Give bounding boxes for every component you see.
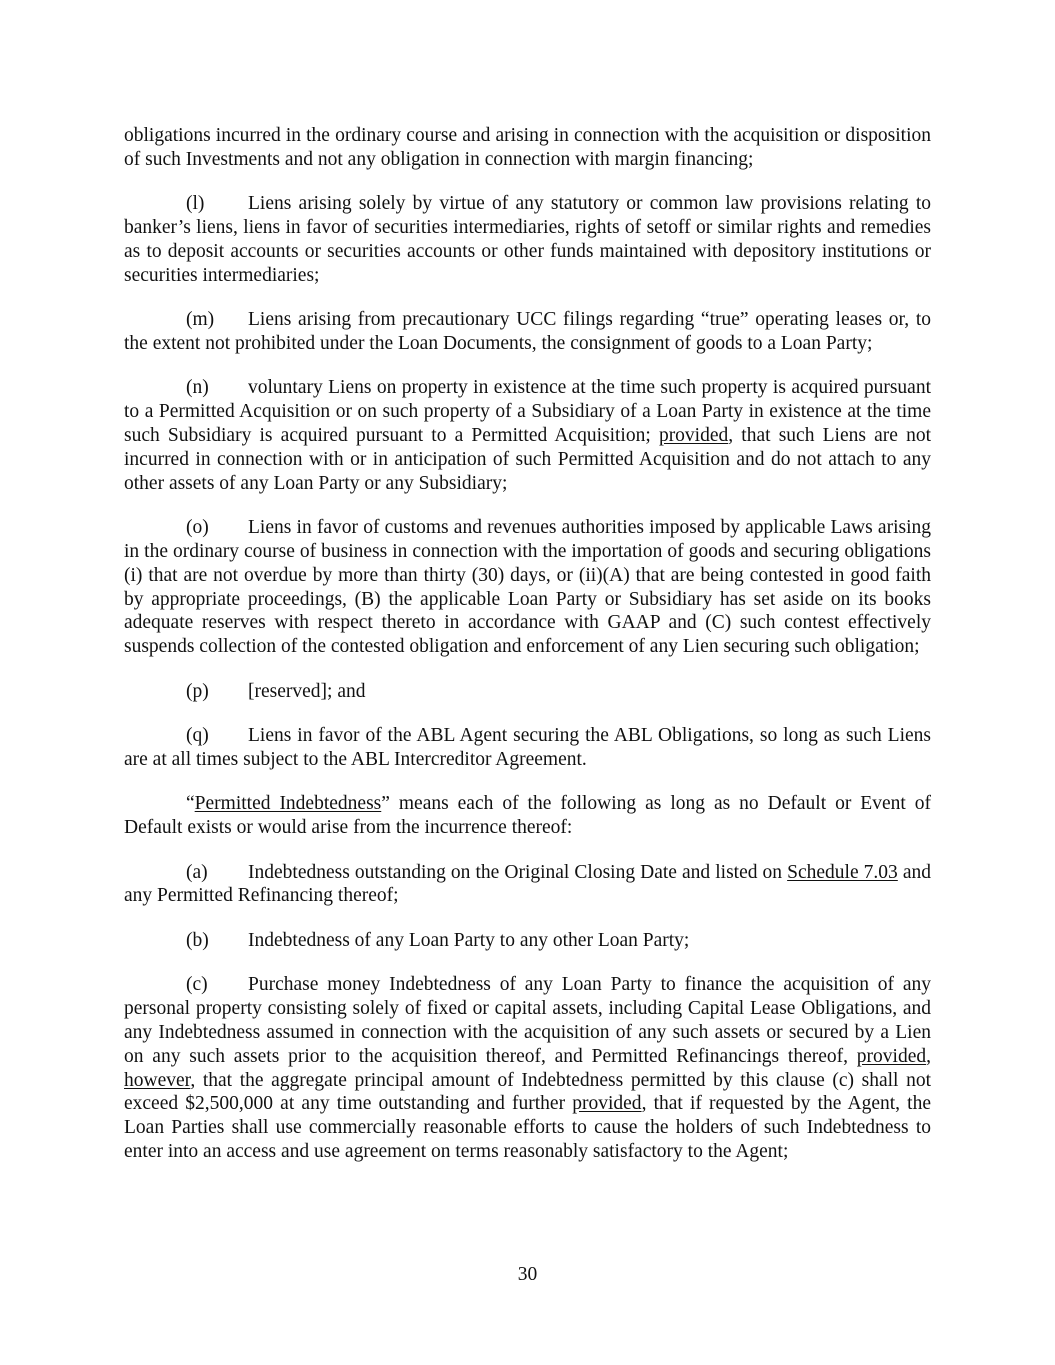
however-term: however	[124, 1069, 191, 1091]
clause-q	[124, 724, 931, 772]
schedule-reference: Schedule 7.03	[787, 861, 898, 883]
document-page	[124, 124, 931, 1184]
clause-text: , that such Liens are not incurred in connection with or in anticipation of such Permitted Acquisition and do not attach to any other assets of any Loan Party or any Subsidiary;	[124, 425, 932, 494]
clause-c	[124, 973, 931, 1163]
clause-n	[124, 376, 931, 495]
clause-text: Liens arising from precautionary UCC filings regarding “true” operating leases or, to the extent not prohibited under the Loan Documents, the consignment of goods to a Loan Party;	[124, 309, 931, 354]
clause-text: Liens in favor of the ABL Agent securing the ABL Obligations, so long as such Liens are at all times subject to the ABL Intercreditor Agreement.	[124, 725, 931, 770]
clause-text: Liens in favor of customs and revenues authorities imposed by applicable Laws arising in the ordinary course of business in connection with the importation of goods and securing obligations (i) that are not overdue by more than thirty (30) days, or (ii)(A) that are being contested in good faith by appropriate proceedings, (B) the applicable Loan Party or Subsidiary has set aside on its books adequate reserves with respect thereto in accordance with GAAP and (C) such contest effectively suspends collection of the contested obligation and enforcement of any Lien securing such obligation;	[124, 517, 931, 658]
clause-o	[124, 516, 931, 659]
definition-text: ” means each of the following as long as no Default or Event of Default exists or would arise from the incurrence thereof:	[124, 793, 931, 839]
clause-label: (m)	[186, 309, 215, 331]
clause-label: (o)	[186, 517, 209, 539]
paragraph-text: obligations incurred in the ordinary course and arising in connection with the acquisition or disposition of such Investments and not any obligation in connection with margin financing;	[124, 125, 931, 170]
defined-term: Permitted Indebtedness	[194, 793, 382, 815]
paragraph-continuation	[124, 124, 931, 172]
clause-label: (c)	[186, 974, 208, 996]
clause-label: (p)	[186, 680, 209, 702]
clause-text: Indebtedness of any Loan Party to any other Loan Party;	[248, 929, 690, 951]
provided-term: provided	[658, 425, 729, 447]
clause-text: Liens arising solely by virtue of any statutory or common law provisions relating to banker’s liens, liens in favor of securities intermediaries, rights of setoff or similar rights and remedies as to deposit accounts or securities accounts or other funds maintained with depository institutions or securities intermediaries;	[124, 193, 931, 286]
clause-label: (q)	[186, 725, 209, 747]
clause-text: , that the aggregate principal amount of Indebtedness permitted by this clause (c) shall not exceed $2,500,000 at any time outstanding and further	[124, 1069, 931, 1115]
clause-text: Indebtedness outstanding on the Original Closing Date and listed on	[248, 861, 788, 883]
clause-label: (b)	[186, 929, 209, 951]
clause-text: , that if requested by the Agent, the Loan Parties shall use commercially reasonable efforts to cause the holders of such Indebtedness to enter into an access and use agreement on terms reasonably satisfactory to the Agent;	[124, 1093, 932, 1162]
clause-b	[124, 929, 931, 953]
clause-label: (n)	[186, 377, 209, 399]
clause-l	[124, 192, 931, 287]
provided-term: provided	[856, 1045, 927, 1067]
clause-label: (l)	[186, 193, 205, 215]
separator: ,	[926, 1045, 931, 1067]
clause-text: [reserved]; and	[248, 680, 366, 702]
provided-term: provided	[572, 1093, 642, 1115]
definition-permitted-indebtedness	[124, 792, 931, 840]
page-number: 30	[517, 1264, 538, 1285]
clause-p	[124, 680, 931, 704]
clause-text: voluntary Liens on property in existence at the time such property is acquired pursuant to a Permitted Acquisition or on such property of a Subsidiary of a Loan Party in existence at the time such Subsidiary is acquired pursuant to a Permitted Acquisition;	[124, 377, 931, 447]
clause-text: and any Permitted Refinancing thereof;	[124, 861, 932, 907]
open-quote: “	[186, 793, 195, 815]
clause-text: Purchase money Indebtedness of any Loan Party to finance the acquisition of any personal property consisting solely of fixed or capital assets, including Capital Lease Obligations, and any Indebtedness assumed in connection with the acquisition of any such assets or secured by a Lien on any such assets prior to the acquisition thereof, and Permitted Refinancings thereof,	[124, 974, 931, 1067]
clause-m	[124, 308, 931, 356]
clause-label: (a)	[186, 861, 208, 883]
clause-a	[124, 861, 931, 909]
